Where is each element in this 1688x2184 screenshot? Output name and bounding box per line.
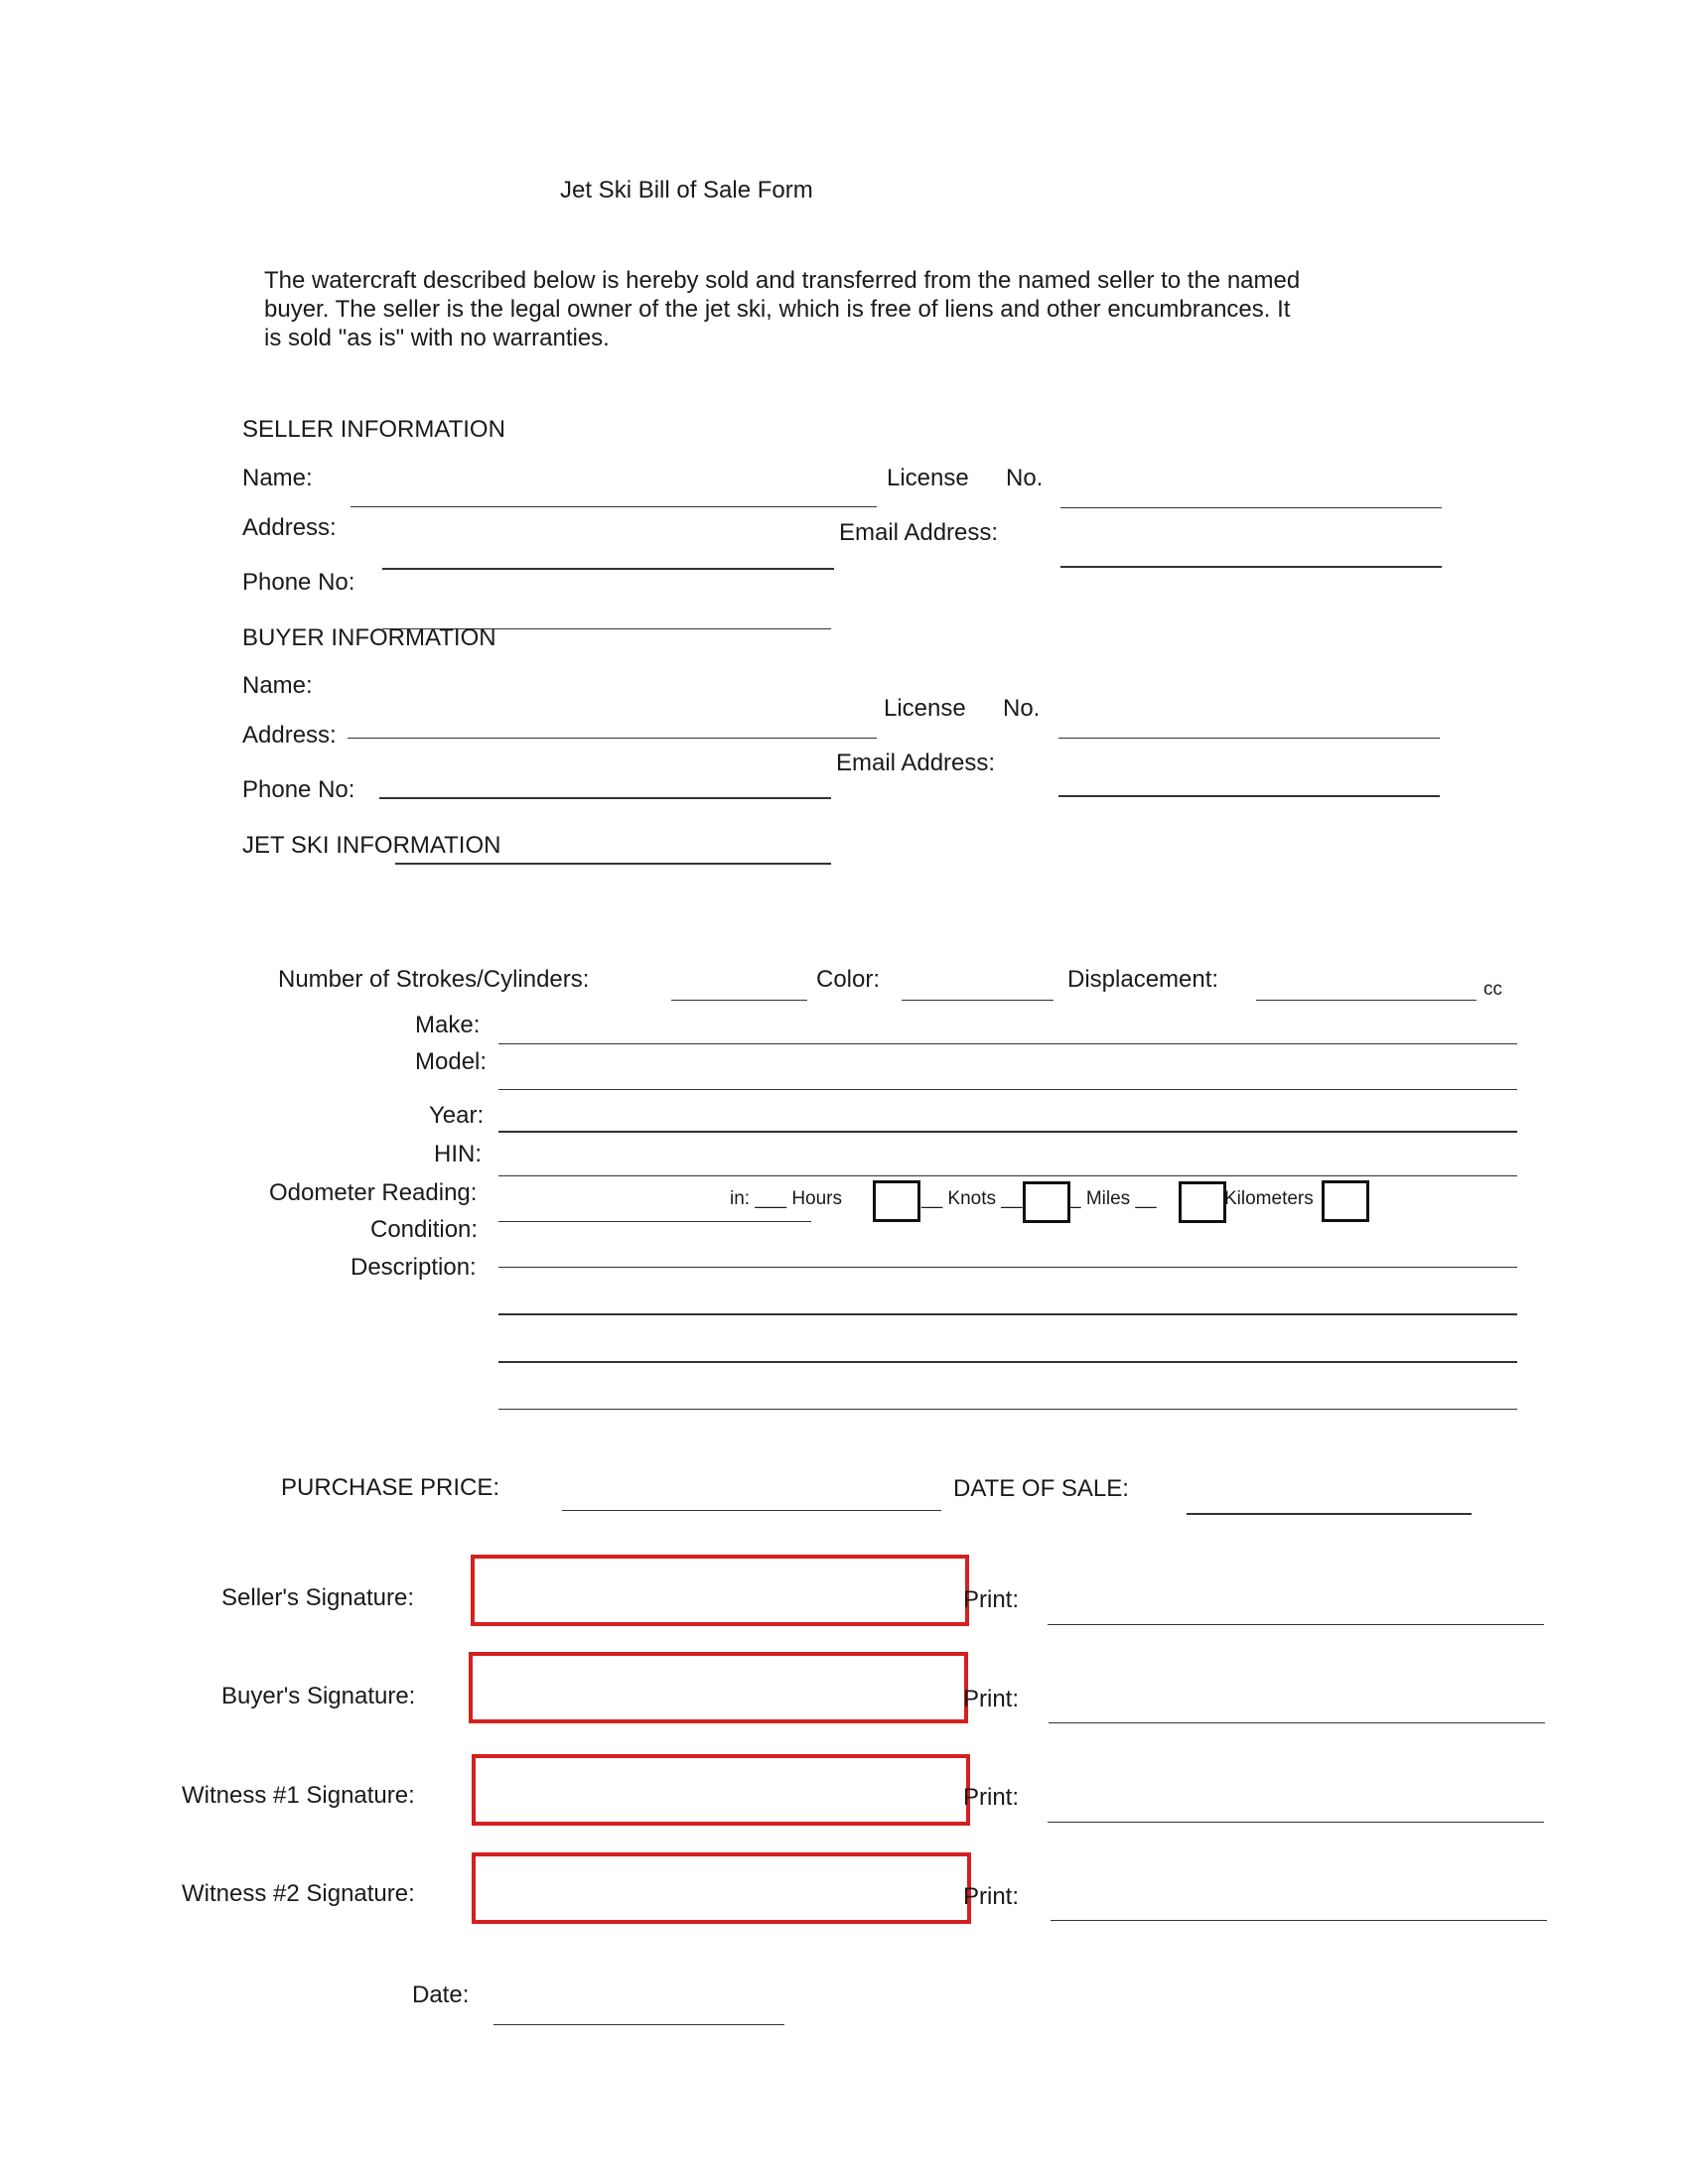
odometer-in-hours: in: ___ Hours xyxy=(730,1188,843,1209)
date-label: Date: xyxy=(412,1981,470,2008)
knots-checkbox[interactable] xyxy=(1023,1181,1070,1223)
model-label: Model: xyxy=(415,1048,488,1075)
condition-field[interactable] xyxy=(498,1267,1517,1268)
seller-email-field[interactable] xyxy=(1060,566,1442,568)
displacement-field[interactable] xyxy=(1256,1000,1477,1001)
witness1-print-label: Print: xyxy=(963,1784,1020,1811)
description-label: Description: xyxy=(351,1254,477,1281)
witness2-signature-label: Witness #2 Signature: xyxy=(182,1880,415,1907)
condition-label: Condition: xyxy=(370,1216,479,1243)
form-title: Jet Ski Bill of Sale Form xyxy=(560,177,813,204)
strokes-label: Number of Strokes/Cylinders: xyxy=(278,966,590,993)
witness2-signature-box[interactable] xyxy=(472,1852,971,1924)
seller-signature-label: Seller's Signature: xyxy=(221,1584,415,1611)
buyer-phone-field[interactable] xyxy=(395,863,831,865)
seller-name-label: Name: xyxy=(242,465,313,491)
seller-print-field[interactable] xyxy=(1048,1624,1544,1625)
make-label: Make: xyxy=(415,1012,481,1038)
displacement-label: Displacement: xyxy=(1067,966,1219,993)
make-field[interactable] xyxy=(498,1043,1517,1044)
odometer-field[interactable] xyxy=(498,1221,811,1222)
seller-signature-box[interactable] xyxy=(471,1555,969,1626)
date-of-sale-label: DATE OF SALE: xyxy=(953,1475,1129,1502)
jetski-heading: JET SKI INFORMATION xyxy=(242,832,501,859)
buyer-name-field[interactable] xyxy=(348,738,877,739)
purchase-price-label: PURCHASE PRICE: xyxy=(281,1474,500,1501)
buyer-email-field[interactable] xyxy=(1058,795,1440,797)
seller-address-field[interactable] xyxy=(382,568,834,570)
year-field[interactable] xyxy=(498,1131,1517,1133)
seller-license-label: License xyxy=(887,465,969,491)
kilometers-option-label: Kilometers xyxy=(1224,1188,1314,1209)
knots-option-label: __ Knots __ xyxy=(921,1188,1023,1209)
hin-label: HIN: xyxy=(434,1141,482,1167)
date-of-sale-field[interactable] xyxy=(1187,1513,1472,1515)
miles-checkbox[interactable] xyxy=(1179,1181,1226,1223)
description-line-2[interactable] xyxy=(498,1361,1517,1363)
color-field[interactable] xyxy=(902,1000,1054,1001)
hours-checkbox[interactable] xyxy=(873,1180,920,1222)
odometer-label: Odometer Reading: xyxy=(269,1179,478,1206)
buyer-phone-label: Phone No: xyxy=(242,776,355,803)
buyer-signature-label: Buyer's Signature: xyxy=(221,1683,416,1709)
seller-heading: SELLER INFORMATION xyxy=(242,416,505,443)
seller-print-label: Print: xyxy=(963,1586,1020,1613)
buyer-email-label: Email Address: xyxy=(836,750,996,776)
seller-license-field[interactable] xyxy=(1060,507,1442,508)
witness1-signature-box[interactable] xyxy=(472,1754,970,1826)
buyer-license-field[interactable] xyxy=(1058,738,1440,739)
buyer-signature-box[interactable] xyxy=(469,1652,968,1723)
buyer-license-label: License xyxy=(884,695,966,722)
buyer-name-label: Name: xyxy=(242,672,313,699)
witness2-print-label: Print: xyxy=(963,1883,1020,1910)
description-line-1[interactable] xyxy=(498,1313,1517,1315)
buyer-license-no-label: No. xyxy=(1003,695,1041,722)
buyer-print-label: Print: xyxy=(963,1686,1020,1712)
witness1-print-field[interactable] xyxy=(1048,1822,1544,1823)
hin-field[interactable] xyxy=(498,1175,1517,1176)
miles-option-label: _ Miles __ xyxy=(1070,1188,1157,1209)
seller-name-field[interactable] xyxy=(351,506,877,507)
strokes-field[interactable] xyxy=(671,1000,807,1001)
buyer-address-field[interactable] xyxy=(379,797,831,799)
model-field[interactable] xyxy=(498,1089,1517,1090)
year-label: Year: xyxy=(429,1102,485,1129)
buyer-print-field[interactable] xyxy=(1049,1722,1545,1723)
kilometers-checkbox[interactable] xyxy=(1322,1180,1369,1222)
seller-address-label: Address: xyxy=(242,514,337,541)
seller-phone-label: Phone No: xyxy=(242,569,355,596)
cc-unit-label: cc xyxy=(1483,979,1502,1000)
date-field[interactable] xyxy=(493,2024,784,2025)
seller-email-label: Email Address: xyxy=(839,519,999,546)
witness2-print-field[interactable] xyxy=(1051,1920,1547,1921)
description-line-3[interactable] xyxy=(498,1409,1517,1410)
seller-license-no-label: No. xyxy=(1006,465,1044,491)
witness1-signature-label: Witness #1 Signature: xyxy=(182,1782,415,1809)
buyer-address-label: Address: xyxy=(242,722,337,749)
color-label: Color: xyxy=(816,966,881,993)
intro-paragraph: The watercraft described below is hereby sold and transferred from the named seller to the named buyer. The seller is the legal owner of the jet ski, which is free of liens and other encumbrances. It is sold "as is" with no warranties. xyxy=(264,267,1301,351)
purchase-price-field[interactable] xyxy=(562,1510,941,1511)
buyer-heading: BUYER INFORMATION xyxy=(242,624,496,651)
